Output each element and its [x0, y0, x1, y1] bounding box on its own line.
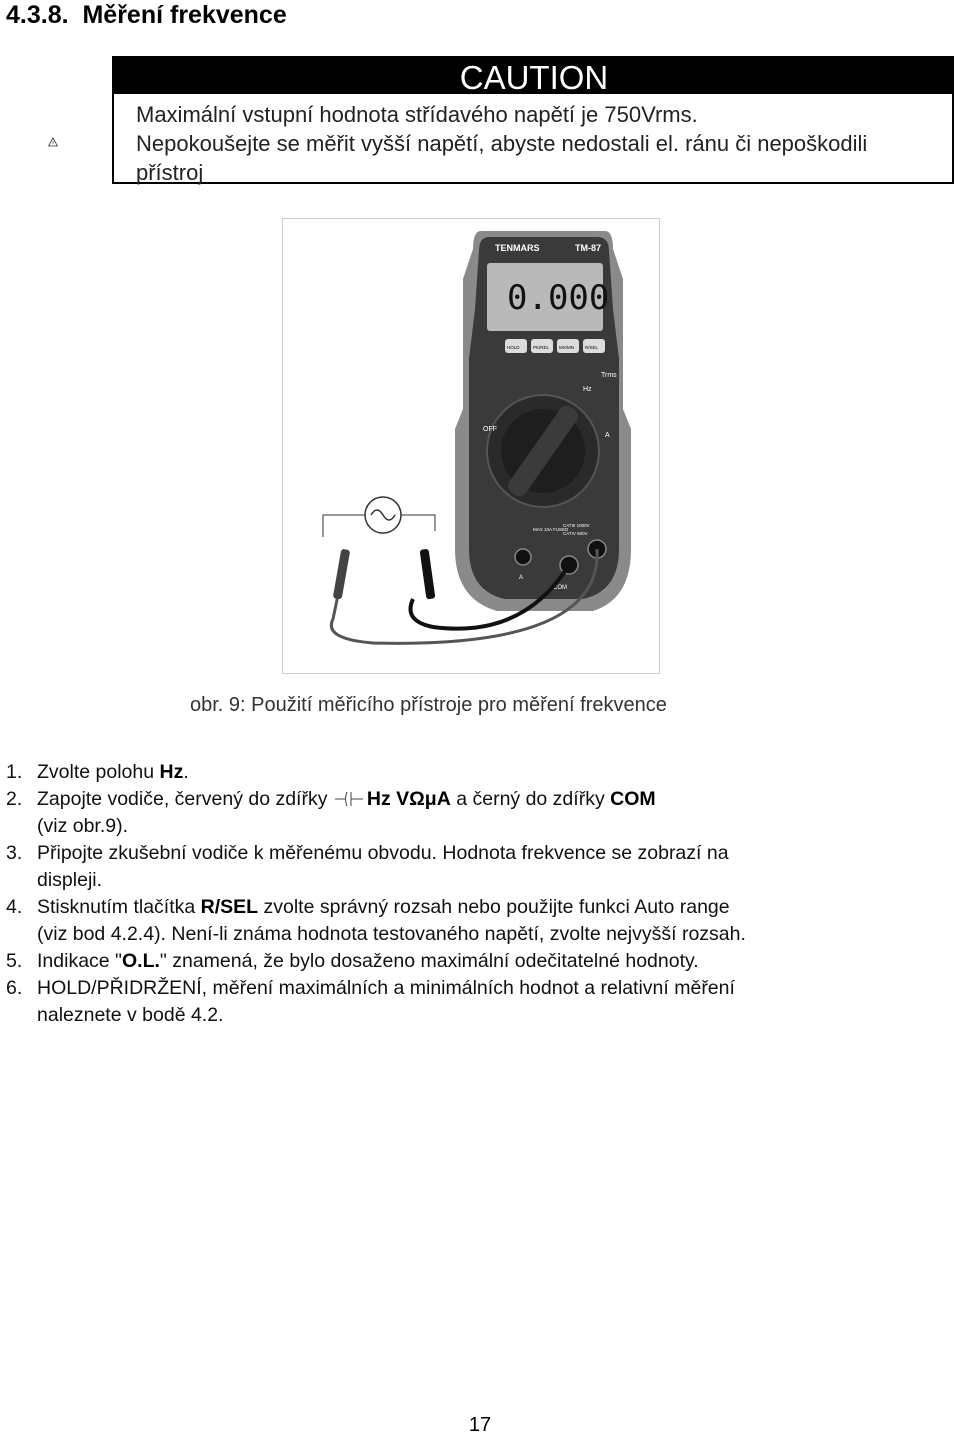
circuit-wire-top-left [323, 515, 365, 531]
step-4 [6, 894, 926, 948]
step-text-line-2: displeji. [37, 869, 103, 891]
dial-label-off: OFF [483, 426, 497, 433]
caution-box [112, 56, 954, 184]
step-bold: Hz [159, 761, 184, 783]
step-5 [6, 948, 926, 975]
step-bold: O.L. [121, 950, 160, 972]
mx-mn-button-label: MX/MN [559, 345, 574, 350]
jack-com-label: COM [553, 585, 567, 591]
caution-text [136, 100, 946, 187]
caution-line-3: přístroj [136, 160, 204, 185]
step-text: Připojte zkušební vodiče k měřenému obvodu. Hodnota frekvence se zobrazí na [37, 842, 729, 864]
pk-rel-button-label: PK/REL [533, 345, 550, 350]
step-number: 5. [6, 950, 23, 972]
step-text: " znamená, že bylo dosaženo maximální odečitatelné hodnoty. [159, 950, 699, 972]
red-probe [333, 549, 351, 600]
step-bold: COM [610, 788, 656, 810]
step-1 [6, 759, 926, 786]
section-title: Měření frekvence [82, 1, 287, 29]
step-text: . [183, 761, 189, 783]
instruction-list [6, 759, 926, 1029]
r-sel-button-label: R/SEL [585, 345, 599, 350]
step-text: Stisknutím tlačítka [37, 896, 201, 918]
caution-line-1: Maximální vstupní hodnota střídavého napětí je 750Vrms. [136, 102, 698, 127]
multimeter-illustration [283, 219, 659, 673]
rating-cat3: CATIII 1000V [563, 523, 590, 528]
hold-button-label: HOLD [507, 345, 520, 350]
rating-fused: MAX 10A FUSED [533, 527, 569, 532]
step-text: a černý do zdířky [450, 788, 611, 810]
brand-label: TENMARS [495, 243, 540, 253]
multimeter-figure [282, 218, 660, 674]
step-6 [6, 975, 926, 1029]
step-text: Zvolte polohu [37, 761, 160, 783]
step-text: Zapojte vodiče, červený do zdířky [37, 788, 333, 810]
step-number: 3. [6, 842, 23, 864]
step-bold: R/SEL [200, 896, 259, 918]
caution-line-2: Nepokoušejte se měřit vyšší napětí, abyste nedostali el. ránu či nepoškodili [136, 131, 868, 156]
circuit-wire-top-right [401, 515, 435, 531]
step-bold: Hz VΩμA [366, 788, 451, 810]
step-number: 6. [6, 977, 23, 999]
page-number: 17 [468, 1414, 492, 1436]
capacitor-symbol-icon [333, 790, 367, 808]
trms-label: Trms [601, 372, 617, 379]
section-heading [6, 0, 287, 30]
step-number: 1. [6, 761, 23, 783]
step-2 [6, 786, 926, 840]
step-text: HOLD/PŘIDRŽENÍ, měření maximálních a minimálních hodnot a relativní měření [37, 977, 735, 999]
caution-title: CAUTION [459, 59, 609, 96]
step-number: 4. [6, 896, 23, 918]
step-text: zvolte správný rozsah nebo použijte funkci Auto range [258, 896, 730, 918]
jack-a[interactable] [515, 549, 531, 565]
rating-cat4: CATIV 600V [563, 531, 588, 536]
dial-label-hz: Hz [583, 386, 592, 393]
dial-label-a: A [605, 432, 610, 439]
figure-caption: obr. 9: Použití měřicího přístroje pro měření frekvence [190, 694, 667, 716]
step-text: Indikace " [37, 950, 122, 972]
step-text-line-2: naleznete v bodě 4.2. [37, 1004, 224, 1026]
model-label: TM-87 [575, 243, 602, 253]
warning-icon [48, 137, 58, 147]
jack-a-label: A [519, 575, 524, 581]
step-number: 2. [6, 788, 23, 810]
section-number: 4.3.8. [6, 1, 69, 29]
step-text-line-2: (viz bod 4.2.4). Není-li známa hodnota testovaného napětí, zvolte nejvyšší rozsah. [37, 923, 746, 945]
step-3 [6, 840, 926, 894]
step-text-line-2: (viz obr.9). [37, 815, 129, 837]
lcd-reading: 0.000 [507, 278, 610, 318]
black-probe [420, 549, 436, 600]
